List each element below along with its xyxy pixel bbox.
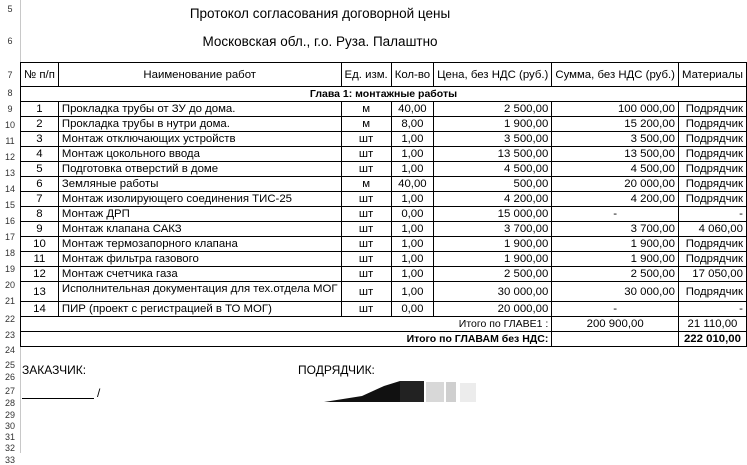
item-sum: 20 000,00 <box>552 177 679 192</box>
row-number: 15 <box>4 200 15 210</box>
item-materials: Подрядчик <box>678 252 746 267</box>
item-name: Монтаж изолирующего соединения ТИС-25 <box>58 192 341 207</box>
item-number: 9 <box>21 222 59 237</box>
item-materials: Подрядчик <box>678 177 746 192</box>
item-materials: Подрядчик <box>678 117 746 132</box>
item-qty: 8,00 <box>391 117 433 132</box>
row-number: 9 <box>7 104 13 114</box>
chapter-total-label: Итого по ГЛАВЕ1 : <box>21 317 552 332</box>
row-number: 10 <box>4 120 15 130</box>
item-materials: Подрядчик <box>678 282 746 302</box>
table-row <box>21 237 747 252</box>
chapter-total-sum: 200 900,00 <box>552 317 679 332</box>
item-qty: 0,00 <box>391 302 433 317</box>
header-qty: Кол-во <box>391 63 433 87</box>
item-sum: - <box>552 302 679 317</box>
row-number: 24 <box>4 345 15 355</box>
item-sum: 3 500,00 <box>552 132 679 147</box>
row-number: 28 <box>4 398 15 408</box>
item-unit: м <box>341 102 391 117</box>
item-sum: - <box>552 207 679 222</box>
document-title: Протокол согласования договорной цены <box>189 6 451 21</box>
item-materials: Подрядчик <box>678 192 746 207</box>
item-sum: 30 000,00 <box>552 282 679 302</box>
redacted-signature <box>322 378 482 404</box>
item-name: Прокладка трубы в нутри дома. <box>58 117 341 132</box>
item-name: Монтаж термозапорного клапана <box>58 237 341 252</box>
item-unit: м <box>341 117 391 132</box>
item-price: 1 900,00 <box>434 252 552 267</box>
customer-label: ЗАКАЗЧИК: <box>22 363 87 377</box>
item-price: 2 500,00 <box>434 102 552 117</box>
chapter-total-row <box>21 317 747 332</box>
table-row <box>21 252 747 267</box>
item-sum: 4 200,00 <box>552 192 679 207</box>
item-number: 4 <box>21 147 59 162</box>
item-sum: 100 000,00 <box>552 102 679 117</box>
item-unit: шт <box>341 302 391 317</box>
header-num: № п/п <box>21 63 59 87</box>
table-row <box>21 302 747 317</box>
row-number: 8 <box>7 88 13 98</box>
item-number: 3 <box>21 132 59 147</box>
item-price: 15 000,00 <box>434 207 552 222</box>
table-row <box>21 162 747 177</box>
contractor-label: ПОДРЯДЧИК: <box>298 363 375 377</box>
header-sum: Сумма, без НДС (руб.) <box>552 63 679 87</box>
header-unit: Ед. изм. <box>341 63 391 87</box>
table-row <box>21 282 747 302</box>
item-price: 500,00 <box>434 177 552 192</box>
row-number: 26 <box>4 372 15 382</box>
item-unit: шт <box>341 207 391 222</box>
row-number: 22 <box>4 314 15 324</box>
item-unit: шт <box>341 132 391 147</box>
item-materials: 17 050,00 <box>678 267 746 282</box>
row-number: 30 <box>4 421 15 431</box>
item-unit: шт <box>341 282 391 302</box>
grand-total-label: Итого по ГЛАВАМ без НДС: <box>21 332 552 347</box>
chapter-title: Глава 1: монтажные работы <box>21 87 747 102</box>
item-name: Монтаж ДРП <box>58 207 341 222</box>
item-price: 2 500,00 <box>434 267 552 282</box>
item-number: 12 <box>21 267 59 282</box>
item-number: 14 <box>21 302 59 317</box>
item-number: 6 <box>21 177 59 192</box>
item-materials: Подрядчик <box>678 132 746 147</box>
item-qty: 1,00 <box>391 222 433 237</box>
item-unit: шт <box>341 192 391 207</box>
item-name: Прокладка трубы от ЗУ до дома. <box>58 102 341 117</box>
table-row <box>21 177 747 192</box>
item-name: Монтаж отключающих устройств <box>58 132 341 147</box>
table-row <box>21 207 747 222</box>
item-materials: Подрядчик <box>678 147 746 162</box>
row-number: 33 <box>4 455 15 465</box>
chapter-total-materials: 21 110,00 <box>678 317 746 332</box>
row-number: 21 <box>4 296 15 306</box>
grand-total-spacer <box>552 332 679 347</box>
grand-total-value: 222 010,00 <box>678 332 746 347</box>
item-number: 13 <box>21 282 59 302</box>
item-sum: 1 900,00 <box>552 252 679 267</box>
item-sum: 13 500,00 <box>552 147 679 162</box>
item-price: 1 900,00 <box>434 237 552 252</box>
item-number: 5 <box>21 162 59 177</box>
row-number: 27 <box>4 386 15 396</box>
row-number: 17 <box>4 232 15 242</box>
item-sum: 15 200,00 <box>552 117 679 132</box>
item-name: Исполнительная документация для тех.отдела МОГ <box>58 282 341 302</box>
item-price: 20 000,00 <box>434 302 552 317</box>
item-qty: 1,00 <box>391 162 433 177</box>
item-number: 7 <box>21 192 59 207</box>
row-number: 13 <box>4 168 15 178</box>
item-price: 1 900,00 <box>434 117 552 132</box>
item-name: Монтаж фильтра газового <box>58 252 341 267</box>
item-qty: 40,00 <box>391 102 433 117</box>
row-number: 11 <box>5 136 15 146</box>
table-row <box>21 222 747 237</box>
item-name: Подготовка отверстий в доме <box>58 162 341 177</box>
table-row <box>21 192 747 207</box>
table-row <box>21 267 747 282</box>
row-number: 14 <box>4 184 15 194</box>
item-materials: Подрядчик <box>678 102 746 117</box>
table-row <box>21 147 747 162</box>
item-name: Монтаж цокольного ввода <box>58 147 341 162</box>
price-table <box>20 62 747 347</box>
row-number: 25 <box>4 360 15 370</box>
item-qty: 1,00 <box>391 132 433 147</box>
item-unit: шт <box>341 147 391 162</box>
item-price: 30 000,00 <box>434 282 552 302</box>
item-number: 2 <box>21 117 59 132</box>
item-unit: шт <box>341 252 391 267</box>
table-row <box>21 132 747 147</box>
item-sum: 1 900,00 <box>552 237 679 252</box>
item-materials: - <box>678 302 746 317</box>
item-price: 3 500,00 <box>434 132 552 147</box>
header-materials: Материалы <box>678 63 746 87</box>
item-unit: шт <box>341 267 391 282</box>
row-number: 23 <box>4 330 15 340</box>
item-name: Земляные работы <box>58 177 341 192</box>
item-number: 8 <box>21 207 59 222</box>
item-qty: 0,00 <box>391 207 433 222</box>
item-price: 4 500,00 <box>434 162 552 177</box>
grand-total-row <box>21 332 747 347</box>
customer-signature-line <box>22 384 94 399</box>
item-unit: шт <box>341 162 391 177</box>
row-number: 12 <box>4 152 15 162</box>
item-sum: 2 500,00 <box>552 267 679 282</box>
row-number: 20 <box>4 280 15 290</box>
header-price: Цена, без НДС (руб.) <box>434 63 552 87</box>
item-sum: 3 700,00 <box>552 222 679 237</box>
item-number: 10 <box>21 237 59 252</box>
item-unit: шт <box>341 222 391 237</box>
document-subtitle: Московская обл., г.о. Руза. Палаштно <box>202 34 438 49</box>
item-qty: 1,00 <box>391 192 433 207</box>
table-row <box>21 117 747 132</box>
row-number: 29 <box>4 410 15 420</box>
header-name: Наименование работ <box>58 63 341 87</box>
item-number: 1 <box>21 102 59 117</box>
item-qty: 1,00 <box>391 237 433 252</box>
item-materials: 4 060,00 <box>678 222 746 237</box>
row-number: 7 <box>7 70 13 80</box>
item-price: 4 200,00 <box>434 192 552 207</box>
item-qty: 1,00 <box>391 252 433 267</box>
chapter-row <box>21 87 747 102</box>
item-materials: Подрядчик <box>678 162 746 177</box>
table-header-row <box>21 63 747 87</box>
row-number: 18 <box>4 248 15 258</box>
row-number: 19 <box>4 264 15 274</box>
item-price: 13 500,00 <box>434 147 552 162</box>
item-unit: м <box>341 177 391 192</box>
item-name: ПИР (проект с регистрацией в ТО МОГ) <box>58 302 341 317</box>
table-row <box>21 102 747 117</box>
item-unit: шт <box>341 237 391 252</box>
item-qty: 40,00 <box>391 177 433 192</box>
item-sum: 4 500,00 <box>552 162 679 177</box>
item-name: Монтаж счетчика газа <box>58 267 341 282</box>
item-qty: 1,00 <box>391 147 433 162</box>
row-number: 16 <box>4 216 15 226</box>
item-number: 11 <box>21 252 59 267</box>
item-qty: 1,00 <box>391 267 433 282</box>
item-price: 3 700,00 <box>434 222 552 237</box>
row-number: 31 <box>4 432 15 442</box>
item-materials: - <box>678 207 746 222</box>
item-qty: 1,00 <box>391 282 433 302</box>
row-number: 5 <box>7 4 13 14</box>
row-number: 32 <box>4 443 15 453</box>
signature-slash: / <box>97 386 101 400</box>
row-number: 6 <box>7 36 13 46</box>
item-materials: Подрядчик <box>678 237 746 252</box>
item-name: Монтаж клапана САКЗ <box>58 222 341 237</box>
